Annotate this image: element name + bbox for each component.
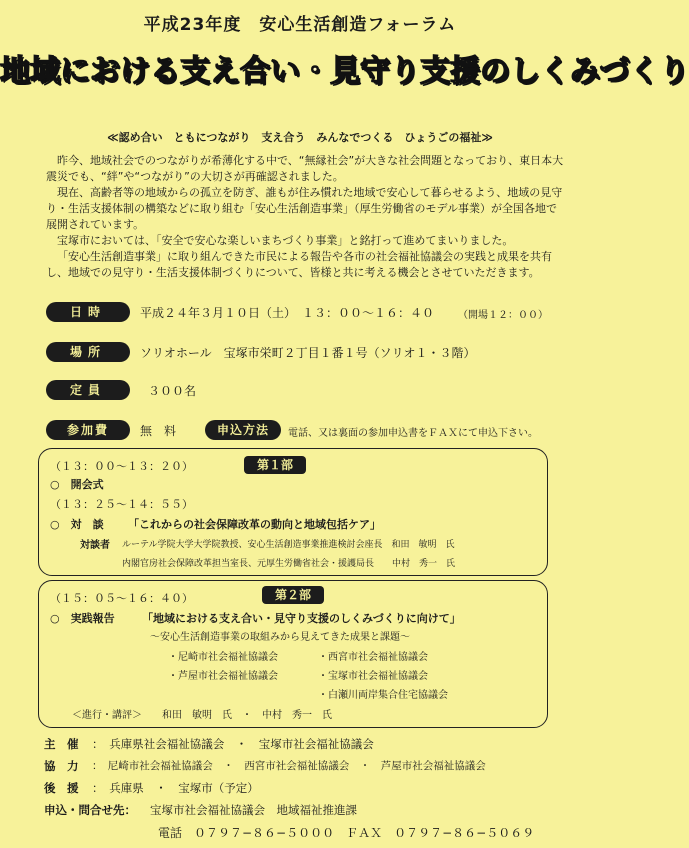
phone-fax: 電話 ０７９７−８６−５０００ ＦＡＸ ０７９７−８６−５０６９ [158, 826, 535, 840]
part1-time2: （１３：２５〜１４：５５） [50, 498, 193, 511]
dialogue-title: 「これからの社会保障改革の動向と地域包括ケア」 [128, 518, 381, 531]
subtitle: ≪認め合い ともにつながり 支え合う みんなでつくる ひょうごの福祉≫ [107, 131, 493, 144]
part1-time1: （１３：００〜１３：２０） [50, 460, 193, 473]
intro-paragraph: 昨今、地域社会でのつながりが希薄化する中で、“無縁社会”が大きな社会問題となっており、東日本大震災でも、“絆”や“つながり”の大切さが再確認されました。 [46, 154, 564, 183]
capacity-value: ３００名 [148, 384, 197, 398]
report-prefix: ○ 実践報告 [50, 612, 115, 625]
moderator: ＜進行・講評＞ 和田 敏明 氏 ・ 中村 秀一 氏 [72, 710, 332, 721]
cooperation-label: 協 力 [44, 759, 79, 773]
cooperation-value: ： 尼崎市社会福祉協議会 ・ 西宮市社会福祉協議会 ・ 芦屋市社会福祉協議会 [92, 760, 486, 772]
place-value: ソリオホール 宝塚市栄町２丁目１番１号（ソリオ１・３階） [140, 346, 476, 360]
speaker-2: 内閣官房社会保障改革担当室長、元厚生労働省社会・援護局長 中村 秀一 氏 [122, 559, 456, 569]
speakers-label: 対談者 [80, 540, 110, 551]
intro-text [46, 153, 566, 281]
intro-paragraph: 現在、高齢者等の地域からの孤立を防ぎ、誰もが住み慣れた地域で安心して暮らせるよう、地域の見守り・生活支援体制の構築などに取り組む「安心生活創造事業」（厚生労働省のモデル事業）が全国各地で展開されています。 [46, 186, 563, 231]
intro-paragraph: 宝塚市においては、「安全で安心な楽しいまちづくり事業」と銘打って進めてまいりました。 [57, 234, 514, 247]
dialogue-prefix: ○ 対 談 [50, 518, 104, 531]
place-label: 場所 [46, 342, 130, 362]
contact-label: 申込・問合せ先： [44, 803, 136, 817]
intro-paragraph: 「安心生活創造事業」に取り組んできた市民による報告や各市の社会福祉協議会の実践と成果を共有し、地域での見守り・生活支援体制づくりについて、皆様と共に考える機会とさせていただきます。 [46, 250, 552, 279]
apply-method-value: 電話、又は裏面の参加申込書をＦＡＸにて申込下さい。 [288, 428, 538, 439]
support-label: 後 援 [44, 781, 79, 795]
report-title: 「地域における支え合い・見守り支援のしくみづくりに向けて」 [142, 612, 461, 625]
part2-time: （１５：０５〜１６：４０） [50, 592, 193, 605]
contact-value: 宝塚市社会福祉協議会 地域福祉推進課 [150, 803, 357, 817]
event-series-title: 平成23年度 安心生活創造フォーラム [143, 15, 457, 35]
date-label: 日時 [46, 302, 130, 322]
date-note: （開場１２：００） [458, 310, 548, 321]
org-item: ・西宮市社会福祉協議会 [318, 652, 428, 663]
org-item: ・芦屋市社会福祉協議会 [168, 671, 278, 682]
support-value: ： 兵庫県 ・ 宝塚市（予定） [92, 781, 259, 795]
fee-value: 無 料 [140, 424, 177, 438]
date-value: 平成２４年３月１０日（土） １３：００〜１６：４０ [140, 306, 435, 320]
main-title: 地域における支え合い・見守り支援のしくみづくり [0, 54, 689, 89]
opening-ceremony: ○ 開会式 [50, 478, 104, 491]
host-label: 主 催 [44, 737, 79, 751]
capacity-label: 定員 [46, 380, 130, 400]
org-item: ・尼崎市社会福祉協議会 [168, 652, 278, 663]
org-item: ・白瀬川両岸集合住宅協議会 [318, 690, 448, 701]
apply-method-label: 申込方法 [205, 420, 281, 440]
report-subtitle: 〜安心生活創造事業の取組みから見えてきた成果と課題〜 [150, 632, 410, 643]
part2-label: 第２部 [262, 586, 324, 604]
part1-label: 第１部 [244, 456, 306, 474]
fee-label: 参加費 [46, 420, 130, 440]
org-item: ・宝塚市社会福祉協議会 [318, 671, 428, 682]
speaker-1: ルーテル学院大学大学院教授、安心生活創造事業推進検討会座長 和田 敏明 氏 [122, 540, 455, 550]
host-value: ： 兵庫県社会福祉協議会 ・ 宝塚市社会福祉協議会 [92, 737, 374, 751]
